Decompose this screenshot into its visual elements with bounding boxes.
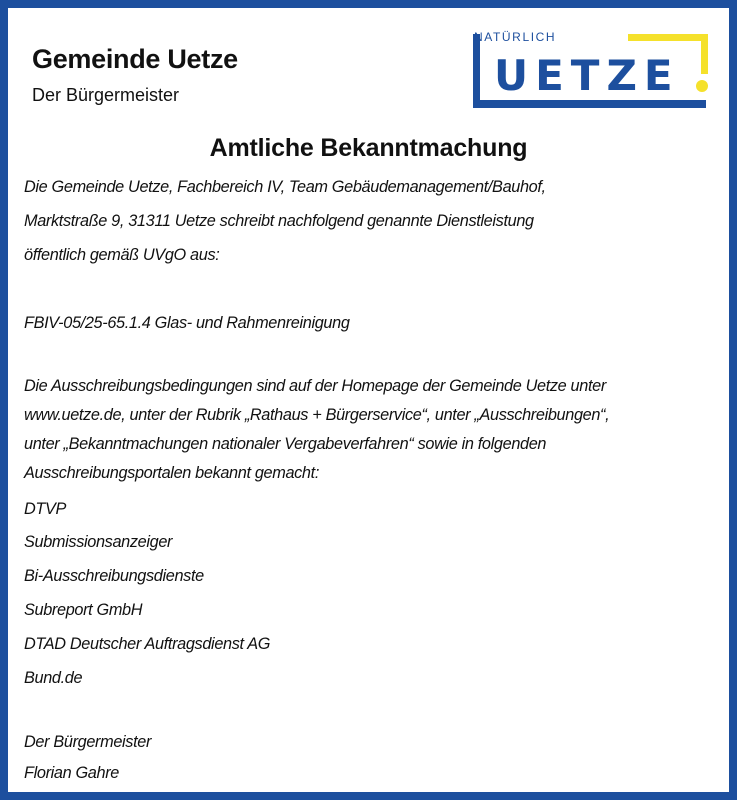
portal-item: DTVP: [24, 500, 67, 518]
conditions-line: unter „Bekanntmachungen nationaler Vergabeverfahren“ sowie in folgenden: [24, 435, 547, 453]
conditions-line: Ausschreibungsportalen bekannt gemacht:: [24, 464, 319, 482]
notice-title: Amtliche Bekanntmachung: [209, 134, 528, 162]
signature-role: Der Bürgermeister: [24, 733, 152, 751]
portal-item: Bund.de: [24, 669, 83, 687]
intro-line: öffentlich gemäß UVgO aus:: [24, 246, 220, 264]
portal-item: DTAD Deutscher Auftragsdienst AG: [24, 635, 271, 653]
logo-tagline: NATÜRLICH: [474, 30, 557, 44]
portal-item: Submissionsanzeiger: [24, 533, 173, 551]
organization-name: Gemeinde Uetze: [32, 44, 238, 74]
intro-line: Marktstraße 9, 31311 Uetze schreibt nachfolgend genannte Dienstleistung: [24, 212, 534, 230]
portal-item: Subreport GmbH: [24, 601, 143, 619]
logo-wordmark: UETZE: [494, 51, 680, 100]
signature-name: Florian Gahre: [24, 764, 119, 782]
uetze-logo: [470, 28, 714, 112]
organization-subtitle: Der Bürgermeister: [32, 85, 180, 105]
conditions-line: www.uetze.de, unter der Rubrik „Rathaus + Bürgerservice“, unter „Ausschreibungen“,: [24, 406, 610, 424]
intro-line: Die Gemeinde Uetze, Fachbereich IV, Team Gebäudemanagement/Bauhof,: [24, 178, 546, 196]
logo-yellow-dot: [696, 80, 708, 92]
portal-item: Bi-Ausschreibungsdienste: [24, 567, 204, 585]
conditions-line: Die Ausschreibungsbedingungen sind auf der Homepage der Gemeinde Uetze unter: [24, 377, 606, 395]
reference-line: FBIV-05/25-65.1.4 Glas- und Rahmenreinigung: [24, 314, 350, 332]
